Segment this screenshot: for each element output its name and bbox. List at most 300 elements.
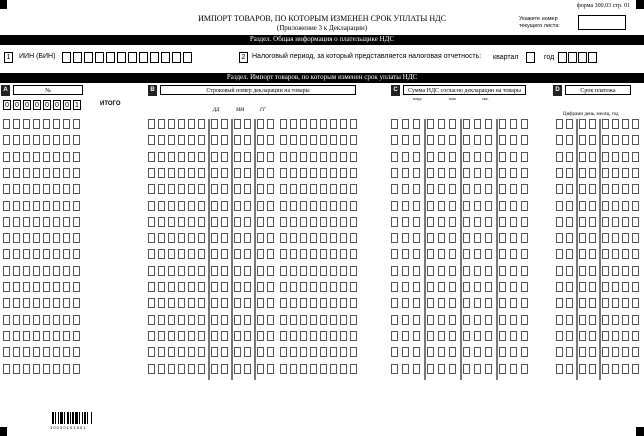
- grid-cell[interactable]: [168, 347, 175, 357]
- grid-cell[interactable]: [158, 217, 165, 227]
- grid-cell[interactable]: [178, 201, 185, 211]
- grid-cell[interactable]: [280, 331, 287, 341]
- grid-cell[interactable]: [556, 298, 563, 308]
- grid-cell[interactable]: [485, 347, 492, 357]
- grid-cell[interactable]: [474, 201, 481, 211]
- grid-cell[interactable]: [402, 217, 409, 227]
- grid-cell[interactable]: [3, 119, 10, 129]
- grid-cell[interactable]: [566, 135, 573, 145]
- grid-cell[interactable]: [413, 315, 420, 325]
- grid-cell[interactable]: [463, 152, 470, 162]
- grid-cell[interactable]: [340, 282, 347, 292]
- grid-cell[interactable]: [485, 233, 492, 243]
- grid-cell[interactable]: [13, 217, 20, 227]
- grid-cell[interactable]: [499, 135, 506, 145]
- grid-cell[interactable]: [310, 168, 317, 178]
- grid-cell[interactable]: [221, 152, 228, 162]
- grid-cell[interactable]: [350, 266, 357, 276]
- grid-cell[interactable]: [290, 184, 297, 194]
- grid-cell[interactable]: [402, 152, 409, 162]
- grid-cell[interactable]: [300, 217, 307, 227]
- grid-cell[interactable]: [330, 331, 337, 341]
- grid-cell[interactable]: [257, 331, 264, 341]
- grid-cell[interactable]: [427, 282, 434, 292]
- grid-cell[interactable]: [521, 347, 528, 357]
- grid-cell[interactable]: [521, 201, 528, 211]
- grid-cell[interactable]: [257, 119, 264, 129]
- grid-cell[interactable]: [290, 217, 297, 227]
- grid-cell[interactable]: [13, 266, 20, 276]
- grid-cell[interactable]: [158, 201, 165, 211]
- grid-cell[interactable]: [280, 119, 287, 129]
- grid-cell[interactable]: [510, 298, 517, 308]
- grid-cell[interactable]: [300, 168, 307, 178]
- grid-cell[interactable]: [188, 233, 195, 243]
- grid-cell[interactable]: [521, 233, 528, 243]
- grid-cell[interactable]: [485, 119, 492, 129]
- grid-cell[interactable]: [474, 152, 481, 162]
- grid-cell[interactable]: [198, 152, 205, 162]
- grid-cell[interactable]: [23, 233, 30, 243]
- iin-cell[interactable]: [172, 52, 181, 63]
- grid-cell[interactable]: [510, 119, 517, 129]
- grid-cell[interactable]: [53, 201, 60, 211]
- grid-cell[interactable]: [474, 135, 481, 145]
- grid-cell[interactable]: [158, 315, 165, 325]
- grid-cell[interactable]: [413, 331, 420, 341]
- grid-cell[interactable]: [168, 184, 175, 194]
- grid-cell[interactable]: [330, 249, 337, 259]
- grid-cell[interactable]: [622, 184, 629, 194]
- grid-cell[interactable]: [449, 201, 456, 211]
- grid-cell[interactable]: [350, 347, 357, 357]
- grid-cell[interactable]: [290, 298, 297, 308]
- grid-cell[interactable]: [499, 249, 506, 259]
- grid-cell[interactable]: [188, 315, 195, 325]
- grid-cell[interactable]: [402, 315, 409, 325]
- grid-cell[interactable]: [3, 364, 10, 374]
- grid-cell[interactable]: [188, 217, 195, 227]
- grid-cell[interactable]: [158, 168, 165, 178]
- grid-cell[interactable]: [198, 119, 205, 129]
- grid-cell[interactable]: [267, 331, 274, 341]
- grid-cell[interactable]: [53, 364, 60, 374]
- grid-cell[interactable]: [449, 233, 456, 243]
- grid-cell[interactable]: [499, 315, 506, 325]
- iin-cell[interactable]: [183, 52, 192, 63]
- grid-cell[interactable]: [566, 168, 573, 178]
- grid-cell[interactable]: [221, 135, 228, 145]
- grid-cell[interactable]: [350, 331, 357, 341]
- grid-cell[interactable]: [188, 249, 195, 259]
- grid-cell[interactable]: [73, 298, 80, 308]
- grid-cell[interactable]: [350, 282, 357, 292]
- grid-cell[interactable]: [33, 298, 40, 308]
- grid-cell[interactable]: [438, 282, 445, 292]
- grid-cell[interactable]: [168, 201, 175, 211]
- grid-cell[interactable]: [391, 298, 398, 308]
- grid-cell[interactable]: [485, 168, 492, 178]
- grid-cell[interactable]: [521, 217, 528, 227]
- grid-cell[interactable]: [300, 266, 307, 276]
- grid-cell[interactable]: [178, 331, 185, 341]
- grid-cell[interactable]: [402, 201, 409, 211]
- grid-cell[interactable]: [622, 315, 629, 325]
- grid-cell[interactable]: [168, 266, 175, 276]
- grid-cell[interactable]: [350, 152, 357, 162]
- grid-cell[interactable]: [211, 201, 218, 211]
- grid-cell[interactable]: [510, 249, 517, 259]
- grid-cell[interactable]: [632, 184, 639, 194]
- grid-cell[interactable]: [427, 315, 434, 325]
- grid-cell[interactable]: [73, 266, 80, 276]
- grid-cell[interactable]: [73, 249, 80, 259]
- grid-cell[interactable]: [510, 331, 517, 341]
- grid-cell[interactable]: [300, 201, 307, 211]
- grid-cell[interactable]: [23, 184, 30, 194]
- grid-cell[interactable]: [485, 298, 492, 308]
- grid-cell[interactable]: [244, 298, 251, 308]
- iin-cell[interactable]: [62, 52, 71, 63]
- grid-cell[interactable]: [320, 152, 327, 162]
- grid-cell[interactable]: [158, 119, 165, 129]
- grid-cell[interactable]: [244, 119, 251, 129]
- grid-cell[interactable]: [521, 266, 528, 276]
- grid-cell[interactable]: [23, 315, 30, 325]
- grid-cell[interactable]: [168, 298, 175, 308]
- grid-cell[interactable]: [463, 298, 470, 308]
- grid-cell[interactable]: [310, 282, 317, 292]
- grid-cell[interactable]: [612, 168, 619, 178]
- grid-cell[interactable]: [510, 364, 517, 374]
- grid-cell[interactable]: [556, 282, 563, 292]
- grid-cell[interactable]: [178, 282, 185, 292]
- grid-cell[interactable]: [632, 168, 639, 178]
- grid-cell[interactable]: [320, 184, 327, 194]
- grid-cell[interactable]: [449, 135, 456, 145]
- grid-cell[interactable]: [521, 184, 528, 194]
- grid-cell[interactable]: [521, 315, 528, 325]
- grid-cell[interactable]: [43, 119, 50, 129]
- grid-cell[interactable]: [566, 282, 573, 292]
- grid-cell[interactable]: [188, 298, 195, 308]
- grid-cell[interactable]: [449, 168, 456, 178]
- grid-cell[interactable]: [221, 184, 228, 194]
- grid-cell[interactable]: [622, 298, 629, 308]
- grid-cell[interactable]: [350, 298, 357, 308]
- grid-cell[interactable]: [168, 282, 175, 292]
- grid-cell[interactable]: [612, 315, 619, 325]
- grid-cell[interactable]: [257, 364, 264, 374]
- grid-cell[interactable]: [33, 331, 40, 341]
- grid-cell[interactable]: [602, 233, 609, 243]
- grid-cell[interactable]: [148, 184, 155, 194]
- grid-cell[interactable]: [579, 266, 586, 276]
- grid-cell[interactable]: [602, 168, 609, 178]
- grid-cell[interactable]: [350, 217, 357, 227]
- grid-cell[interactable]: [290, 347, 297, 357]
- grid-cell[interactable]: [43, 249, 50, 259]
- grid-cell[interactable]: [13, 168, 20, 178]
- grid-cell[interactable]: [589, 364, 596, 374]
- grid-cell[interactable]: [53, 217, 60, 227]
- grid-cell[interactable]: [300, 282, 307, 292]
- grid-cell[interactable]: [579, 184, 586, 194]
- grid-cell[interactable]: [221, 282, 228, 292]
- grid-cell[interactable]: [148, 152, 155, 162]
- grid-cell[interactable]: [427, 201, 434, 211]
- grid-cell[interactable]: [510, 135, 517, 145]
- grid-cell[interactable]: [438, 168, 445, 178]
- grid-cell[interactable]: [43, 315, 50, 325]
- grid-cell[interactable]: [320, 266, 327, 276]
- grid-cell[interactable]: [221, 233, 228, 243]
- grid-cell[interactable]: [63, 364, 70, 374]
- grid-cell[interactable]: [556, 233, 563, 243]
- grid-cell[interactable]: [63, 347, 70, 357]
- grid-cell[interactable]: [521, 364, 528, 374]
- grid-cell[interactable]: [485, 217, 492, 227]
- iin-cell[interactable]: [117, 52, 126, 63]
- grid-cell[interactable]: [589, 135, 596, 145]
- grid-cell[interactable]: [485, 364, 492, 374]
- grid-cell[interactable]: [579, 315, 586, 325]
- grid-cell[interactable]: [556, 119, 563, 129]
- grid-cell[interactable]: [221, 201, 228, 211]
- grid-cell[interactable]: [463, 249, 470, 259]
- grid-cell[interactable]: [556, 347, 563, 357]
- grid-cell[interactable]: [632, 152, 639, 162]
- grid-cell[interactable]: [632, 201, 639, 211]
- grid-cell[interactable]: [168, 217, 175, 227]
- iin-cell[interactable]: [95, 52, 104, 63]
- grid-cell[interactable]: [499, 217, 506, 227]
- grid-cell[interactable]: [23, 364, 30, 374]
- grid-cell[interactable]: [602, 298, 609, 308]
- iin-cell[interactable]: [84, 52, 93, 63]
- grid-cell[interactable]: [510, 315, 517, 325]
- grid-cell[interactable]: [198, 201, 205, 211]
- grid-cell[interactable]: [320, 135, 327, 145]
- grid-cell[interactable]: [320, 364, 327, 374]
- grid-cell[interactable]: [158, 233, 165, 243]
- grid-cell[interactable]: [13, 331, 20, 341]
- grid-cell[interactable]: [350, 249, 357, 259]
- grid-cell[interactable]: [211, 168, 218, 178]
- grid-cell[interactable]: [211, 347, 218, 357]
- grid-cell[interactable]: [244, 331, 251, 341]
- grid-cell[interactable]: [63, 184, 70, 194]
- grid-cell[interactable]: [340, 298, 347, 308]
- grid-cell[interactable]: [178, 135, 185, 145]
- grid-cell[interactable]: [521, 331, 528, 341]
- grid-cell[interactable]: [310, 364, 317, 374]
- grid-cell[interactable]: [63, 152, 70, 162]
- grid-cell[interactable]: [53, 249, 60, 259]
- grid-cell[interactable]: [290, 135, 297, 145]
- grid-cell[interactable]: [579, 201, 586, 211]
- grid-cell[interactable]: [3, 266, 10, 276]
- iin-cell[interactable]: [139, 52, 148, 63]
- grid-cell[interactable]: [350, 184, 357, 194]
- grid-cell[interactable]: [188, 201, 195, 211]
- grid-cell[interactable]: [622, 168, 629, 178]
- grid-cell[interactable]: [402, 347, 409, 357]
- grid-cell[interactable]: [257, 217, 264, 227]
- grid-cell[interactable]: [427, 152, 434, 162]
- grid-cell[interactable]: [579, 217, 586, 227]
- grid-cell[interactable]: [499, 364, 506, 374]
- grid-cell[interactable]: [622, 282, 629, 292]
- grid-cell[interactable]: [300, 184, 307, 194]
- grid-cell[interactable]: [499, 119, 506, 129]
- sheet-number-field[interactable]: [578, 15, 626, 30]
- grid-cell[interactable]: [449, 152, 456, 162]
- grid-cell[interactable]: [521, 152, 528, 162]
- grid-cell[interactable]: [340, 135, 347, 145]
- grid-cell[interactable]: [566, 184, 573, 194]
- grid-cell[interactable]: [221, 217, 228, 227]
- grid-cell[interactable]: [391, 119, 398, 129]
- grid-cell[interactable]: [3, 347, 10, 357]
- grid-cell[interactable]: [3, 168, 10, 178]
- grid-cell[interactable]: [427, 135, 434, 145]
- grid-cell[interactable]: [234, 331, 241, 341]
- grid-cell[interactable]: [566, 201, 573, 211]
- grid-cell[interactable]: [3, 152, 10, 162]
- grid-cell[interactable]: [267, 364, 274, 374]
- grid-cell[interactable]: [23, 152, 30, 162]
- grid-cell[interactable]: [391, 168, 398, 178]
- grid-cell[interactable]: [168, 331, 175, 341]
- grid-cell[interactable]: [23, 347, 30, 357]
- quarter-field[interactable]: [526, 52, 535, 63]
- grid-cell[interactable]: [211, 282, 218, 292]
- grid-cell[interactable]: [280, 266, 287, 276]
- grid-cell[interactable]: [257, 249, 264, 259]
- grid-cell[interactable]: [148, 347, 155, 357]
- grid-cell[interactable]: [330, 315, 337, 325]
- grid-cell[interactable]: [474, 331, 481, 341]
- grid-cell[interactable]: [612, 282, 619, 292]
- grid-cell[interactable]: [43, 152, 50, 162]
- iin-cell[interactable]: [106, 52, 115, 63]
- grid-cell[interactable]: [556, 266, 563, 276]
- grid-cell[interactable]: [244, 233, 251, 243]
- grid-cell[interactable]: [320, 249, 327, 259]
- grid-cell[interactable]: [463, 217, 470, 227]
- grid-cell[interactable]: [556, 315, 563, 325]
- grid-cell[interactable]: [148, 364, 155, 374]
- grid-cell[interactable]: [612, 119, 619, 129]
- grid-cell[interactable]: [23, 201, 30, 211]
- grid-cell[interactable]: [300, 152, 307, 162]
- grid-cell[interactable]: [234, 249, 241, 259]
- grid-cell[interactable]: [3, 282, 10, 292]
- grid-cell[interactable]: [413, 184, 420, 194]
- grid-cell[interactable]: [438, 233, 445, 243]
- grid-cell[interactable]: [402, 364, 409, 374]
- grid-cell[interactable]: [13, 282, 20, 292]
- grid-cell[interactable]: [402, 233, 409, 243]
- grid-cell[interactable]: [449, 298, 456, 308]
- grid-cell[interactable]: [244, 168, 251, 178]
- grid-cell[interactable]: [33, 233, 40, 243]
- grid-cell[interactable]: [438, 331, 445, 341]
- grid-cell[interactable]: [391, 201, 398, 211]
- grid-cell[interactable]: [234, 119, 241, 129]
- grid-cell[interactable]: [510, 266, 517, 276]
- grid-cell[interactable]: [280, 249, 287, 259]
- grid-cell[interactable]: [257, 201, 264, 211]
- grid-cell[interactable]: [290, 282, 297, 292]
- grid-cell[interactable]: [257, 184, 264, 194]
- grid-cell[interactable]: [320, 233, 327, 243]
- grid-cell[interactable]: [178, 347, 185, 357]
- grid-cell[interactable]: [300, 119, 307, 129]
- grid-cell[interactable]: [579, 233, 586, 243]
- grid-cell[interactable]: [168, 168, 175, 178]
- grid-cell[interactable]: [556, 184, 563, 194]
- grid-cell[interactable]: [413, 233, 420, 243]
- grid-cell[interactable]: [474, 168, 481, 178]
- grid-cell[interactable]: [556, 168, 563, 178]
- grid-cell[interactable]: [602, 266, 609, 276]
- grid-cell[interactable]: [13, 249, 20, 259]
- grid-cell[interactable]: [427, 217, 434, 227]
- grid-cell[interactable]: [158, 347, 165, 357]
- grid-cell[interactable]: [33, 184, 40, 194]
- grid-cell[interactable]: [73, 119, 80, 129]
- grid-cell[interactable]: [449, 266, 456, 276]
- grid-cell[interactable]: [622, 201, 629, 211]
- grid-cell[interactable]: [257, 152, 264, 162]
- grid-cell[interactable]: [320, 217, 327, 227]
- grid-cell[interactable]: [3, 233, 10, 243]
- grid-cell[interactable]: [267, 201, 274, 211]
- grid-cell[interactable]: [510, 217, 517, 227]
- grid-cell[interactable]: [221, 364, 228, 374]
- grid-cell[interactable]: [73, 217, 80, 227]
- grid-cell[interactable]: [168, 233, 175, 243]
- grid-cell[interactable]: [148, 266, 155, 276]
- grid-cell[interactable]: [589, 331, 596, 341]
- grid-cell[interactable]: [413, 152, 420, 162]
- grid-cell[interactable]: [234, 266, 241, 276]
- grid-cell[interactable]: [244, 282, 251, 292]
- grid-cell[interactable]: [43, 217, 50, 227]
- grid-cell[interactable]: [622, 364, 629, 374]
- grid-cell[interactable]: [33, 249, 40, 259]
- grid-cell[interactable]: [280, 135, 287, 145]
- grid-cell[interactable]: [579, 152, 586, 162]
- grid-cell[interactable]: [63, 119, 70, 129]
- grid-cell[interactable]: [589, 201, 596, 211]
- grid-cell[interactable]: [211, 119, 218, 129]
- grid-cell[interactable]: [579, 364, 586, 374]
- grid-cell[interactable]: [280, 347, 287, 357]
- grid-cell[interactable]: [244, 184, 251, 194]
- grid-cell[interactable]: [43, 135, 50, 145]
- grid-cell[interactable]: [178, 233, 185, 243]
- grid-cell[interactable]: [63, 315, 70, 325]
- grid-cell[interactable]: [33, 347, 40, 357]
- grid-cell[interactable]: [158, 249, 165, 259]
- grid-cell[interactable]: [340, 119, 347, 129]
- grid-cell[interactable]: [340, 201, 347, 211]
- grid-cell[interactable]: [234, 168, 241, 178]
- grid-cell[interactable]: [330, 152, 337, 162]
